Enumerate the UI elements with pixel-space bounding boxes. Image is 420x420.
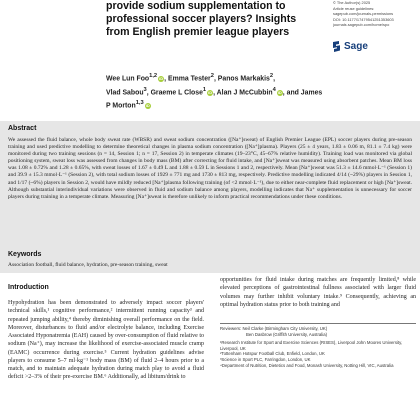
affiliation-sup: 2 (210, 73, 214, 79)
affiliation-sup: 3 (143, 86, 147, 93)
author-line-3 (106, 98, 356, 112)
sage-logo-icon (333, 41, 342, 52)
reuse-guidelines-label: Article reuse guidelines: (333, 5, 375, 11)
keywords-heading: Keywords (8, 251, 42, 258)
permissions-link[interactable]: sagepub.com/journals-permissions (333, 11, 394, 17)
introduction-heading: Introduction (8, 284, 49, 291)
reviewers-line-2: Ben Dasbrow (Griffith University, Australia) (246, 331, 328, 337)
keywords-text: Association football, fluid balance, hydration, pre-season training, sweat (8, 262, 168, 268)
affiliation-sup: 1,2 (149, 73, 158, 79)
author-line-2 (106, 85, 356, 99)
affiliation-sup: 1 (202, 86, 207, 93)
abstract-text: We assessed the fluid balance, whole body sweat rate (WBSR) and sweat sodium concentration ([Na⁺]sweat) of English Premier League (EPL) soccer players during pre-season training and used predictive modelling to determine theoretical changes in plasma sodium concentration ([Na⁺]plasma). Players (25 ± 4 years, 1.83 ± 0.06 m, 81.1 ± 7.4 kg) were monitored during two training sessions (n = 14, Session 1; n = 17, Session 2) in temperate climates (19–23°C, 45–67% relative humidity). Training load was monitored via global positioning system, sweat loss was assessed from changes in body mass (BM) after correcting for fluid intake, and [Na⁺]sweat was measured using absorbent patches. Mean BM loss was 1.08 ± 0.72% and 1.28 ± 0.65%, with sweat losses of 1.67 ± 0.49 L and 1.88 ± 0.59 L in Sessions 1 and 2, respectively. Mean [Na⁺]sweat was 51.3 ± 14.6 mmol·L⁻¹ (Session 1) and 39.9 ± 15.3 mmol·L⁻¹ (Session 2), with total sodium losses of 1929 ± 771 mg and 1730 ± 813 mg, respectively. Predictive modelling indicated 4/14 (~29%) players in Session 1, and 1/17 (~6%) players in Session 2, would have mildly reduced [Na⁺]plasma following training (of <2 mmol·L⁻¹), due to either near-complete fluid replacement or high [Na⁺]sweat. Although substantial interindividual variations were observed in fluid and sodium balance among players, modelling indicates that Na⁺ supplementation is unnecessary for soccer players during training in a temperate climate. Measuring [Na⁺]sweat is therefore unlikely to inform practical recommendations under these conditions. (8, 137, 412, 200)
author-name[interactable]: , Graeme L Close (146, 88, 203, 96)
sage-logo[interactable] (333, 40, 368, 52)
author-separator: , (273, 75, 275, 83)
affiliation-sup: 1,3 (135, 100, 144, 106)
author-name[interactable]: P Morton (106, 102, 136, 110)
abstract-heading: Abstract (8, 125, 37, 132)
orcid-icon[interactable]: iD (277, 89, 282, 95)
author-name[interactable]: , Panos Markakis (213, 75, 270, 83)
introduction-right-column: opportunities for fluid intake during matches are frequently limited,⁸ while elevated perceptions of gastrointestinal fullness associated with larger fluid volumes may further inhibit voluntary intake.⁹ Consequently, achieving an optimal hydration status prior to both training and (220, 277, 416, 308)
journal-home-link[interactable]: journals.sagepub.com/home/spo (333, 22, 390, 28)
doi-link[interactable]: DOI: 10.1177/17479541251353603 (333, 16, 394, 22)
introduction-left-column: Hypohydration has been demonstrated to adversely impact soccer players' technical skills,¹ cognitive performance,² intermittent running capacity³ and repeated jumping ability,⁴ thereby diminishing overall performance on the field. Moreover, disturbances to fluid and/or electrolyte balance, including Exercise Associated Hyponatremia (EAH) caused by over-consumption of fluid relative to sodium (Na⁺), may increase the likelihood of exercise-associated muscle cramp (EAMC) occurrence during exercise.⁵ Current hydration guidelines advise players to consume 5–7 ml·kg⁻¹ body mass (BM) of fluid 2–4 hours prior to a match, and to maintain adequate hydration during match play to avoid a fluid deficit >2–3% of their pre-exercise BM.⁶ Additionally, ad libitum/drink to (8, 300, 204, 381)
author-name[interactable]: , and James (282, 88, 323, 96)
reviewers-line: Reviewers: Neil Clarke (Birmingham City University, UK) (220, 326, 328, 331)
footnote-divider (220, 323, 416, 324)
author-list (106, 71, 356, 112)
orcid-icon[interactable]: iD (145, 103, 150, 109)
orcid-icon[interactable]: iD (208, 89, 213, 95)
affiliation-sup: 4 (272, 86, 276, 93)
article-title: provide sodium supplementation to professional soccer players? Insights from English premier league players (106, 0, 297, 39)
affiliation-1: ¹Research Institute for Sport and Exercise Sciences (RISES), Liverpool John Moores University, Liverpool, UK (220, 340, 403, 351)
sage-wordmark: Sage (344, 40, 368, 52)
affiliation-3: ³Science in Sport PLC, Farringdon, London, UK (220, 356, 311, 362)
journal-meta (333, 0, 419, 28)
orcid-icon[interactable]: iD (159, 76, 164, 82)
author-line-1 (106, 71, 356, 85)
footnotes (220, 326, 416, 368)
author-name[interactable]: Vlad Sabou (106, 88, 144, 96)
author-name[interactable]: Wee Lun Foo (106, 75, 150, 83)
author-name[interactable]: , Emma Tester (164, 75, 211, 83)
affiliation-sup: 2 (269, 73, 274, 79)
affiliation-4: ⁴Department of Nutrition, Dietetics and Food, Monash University, Notting Hill, VIC, Australia (220, 362, 394, 368)
author-name[interactable]: , Alan J McCubbin (213, 88, 273, 96)
copyright-line: © The Author(s) 2025 (333, 0, 371, 5)
affiliation-2: ²Tottenham Hotspur Football Club, Enfield, London, UK (220, 351, 325, 357)
